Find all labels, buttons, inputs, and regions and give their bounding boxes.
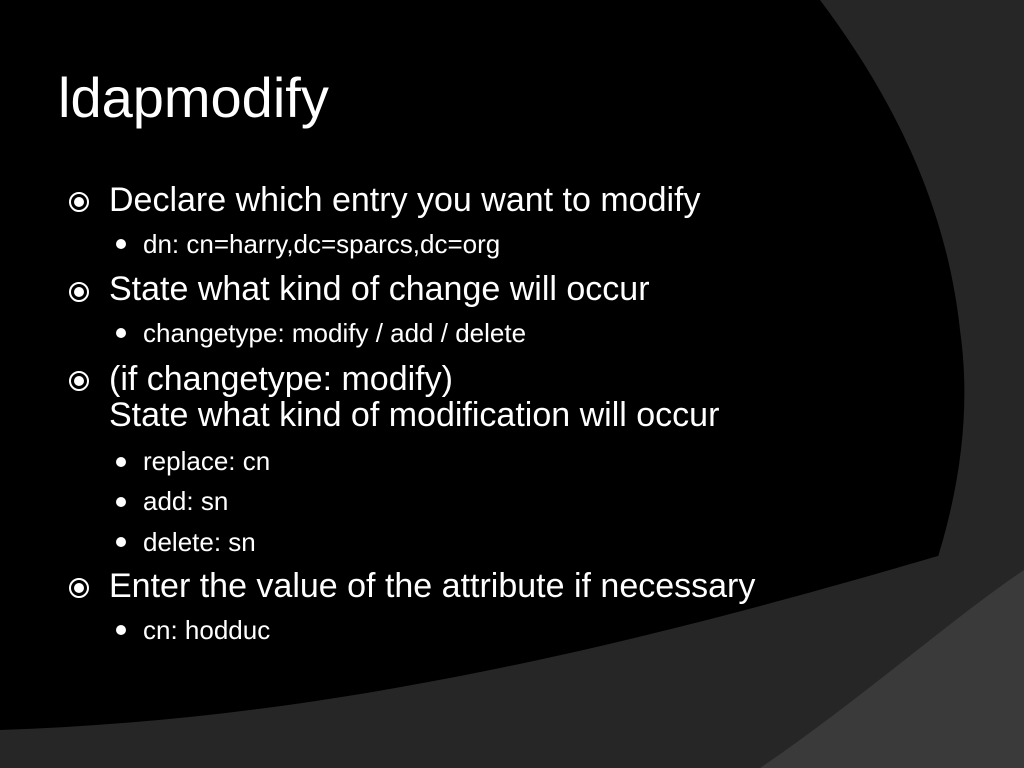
bullet-level2-item: delete: sn — [143, 527, 256, 557]
bullet-line: State what kind of modification will occur — [109, 396, 720, 434]
circled-dot-icon — [67, 280, 91, 304]
bullet-level1-item — [109, 361, 719, 433]
bullet-level2-item: add: sn — [143, 486, 229, 516]
bullet-level1-item: State what kind of change will occur — [109, 270, 650, 308]
bullet-level2-item: changetype: modify / add / delete — [143, 318, 527, 348]
round-bullet-icon — [116, 239, 126, 249]
circled-dot-icon — [67, 369, 91, 393]
round-bullet-icon — [116, 457, 126, 467]
bullet-level1-item: Declare which entry you want to modify — [109, 181, 701, 219]
bullet-line: (if changetype: modify) — [109, 360, 453, 398]
bullet-level2-item: cn: hodduc — [143, 615, 271, 645]
bullet-level2-item: replace: cn — [143, 446, 271, 476]
round-bullet-icon — [116, 537, 126, 547]
round-bullet-icon — [116, 328, 126, 338]
bullet-level2-item: dn: cn=harry,dc=sparcs,dc=org — [143, 229, 501, 259]
circled-dot-icon — [67, 190, 91, 214]
circled-dot-icon — [67, 576, 91, 600]
bullet-level1-item: Enter the value of the attribute if necessary — [109, 567, 756, 605]
round-bullet-icon — [116, 497, 126, 507]
slide-title: ldapmodify — [58, 66, 329, 129]
round-bullet-icon — [116, 625, 126, 635]
